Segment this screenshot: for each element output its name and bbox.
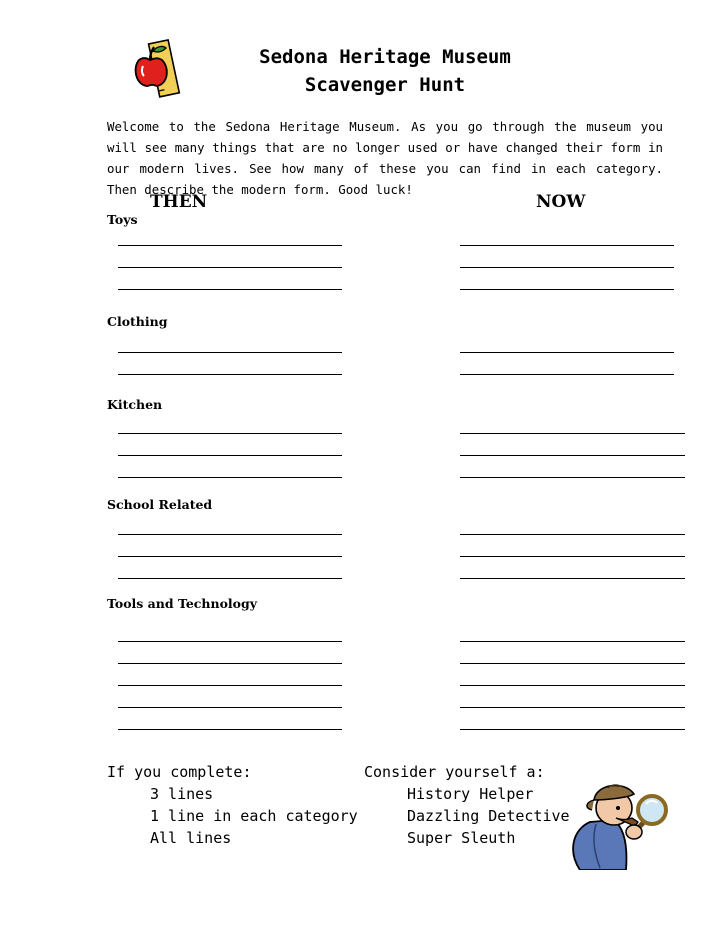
now-answer-line[interactable] [460,685,685,686]
then-answer-line[interactable] [118,707,342,708]
now-answer-line[interactable] [460,578,685,579]
rank-item: Super Sleuth [407,829,516,847]
category-label-kitchen: Kitchen [107,397,163,412]
then-answer-line[interactable] [118,267,342,268]
category-label-school-related: School Related [107,497,213,512]
category-label-tools-and-technology: Tools and Technology [107,596,257,611]
then-answer-line[interactable] [118,534,342,535]
then-answer-line[interactable] [118,433,342,434]
now-answer-line[interactable] [460,556,685,557]
now-answer-line[interactable] [460,477,685,478]
now-answer-line[interactable] [460,663,685,664]
now-answer-line[interactable] [460,374,674,375]
category-label-clothing: Clothing [107,314,168,329]
then-answer-line[interactable] [118,641,342,642]
now-answer-line[interactable] [460,245,674,246]
page-title: Sedona Heritage Museum [259,46,511,68]
then-answer-line[interactable] [118,578,342,579]
then-column-heading: THEN [150,192,208,212]
now-answer-line[interactable] [460,641,685,642]
then-answer-line[interactable] [118,455,342,456]
now-answer-line[interactable] [460,433,685,434]
completion-item: 1 line in each category [150,807,358,825]
completion-heading: If you complete: [107,763,252,781]
now-answer-line[interactable] [460,289,674,290]
then-answer-line[interactable] [118,245,342,246]
completion-item: All lines [150,829,232,847]
now-answer-line[interactable] [460,352,674,353]
then-answer-line[interactable] [118,352,342,353]
now-answer-line[interactable] [460,534,685,535]
now-answer-line[interactable] [460,455,685,456]
then-answer-line[interactable] [118,556,342,557]
rank-item: History Helper [407,785,534,803]
now-answer-line[interactable] [460,707,685,708]
completion-item: 3 lines [150,785,214,803]
then-answer-line[interactable] [118,477,342,478]
now-answer-line[interactable] [460,267,674,268]
detective-magnifier-icon [566,778,672,870]
then-answer-line[interactable] [118,729,342,730]
then-answer-line[interactable] [118,289,342,290]
now-answer-line[interactable] [460,729,685,730]
then-answer-line[interactable] [118,374,342,375]
now-column-heading: NOW [536,192,586,212]
page-subtitle: Scavenger Hunt [304,74,466,96]
rank-item: Dazzling Detective [407,807,570,825]
category-label-toys: Toys [107,212,138,227]
rank-heading: Consider yourself a: [364,763,545,781]
then-answer-line[interactable] [118,663,342,664]
intro-paragraph: Welcome to the Sedona Heritage Museum. As you go through the museum you will see many things that are no longer used or have changed their form in our modern lives. See how many of these you can find in each category. Then describe the modern form. Good luck! [107,119,663,197]
then-answer-line[interactable] [118,685,342,686]
